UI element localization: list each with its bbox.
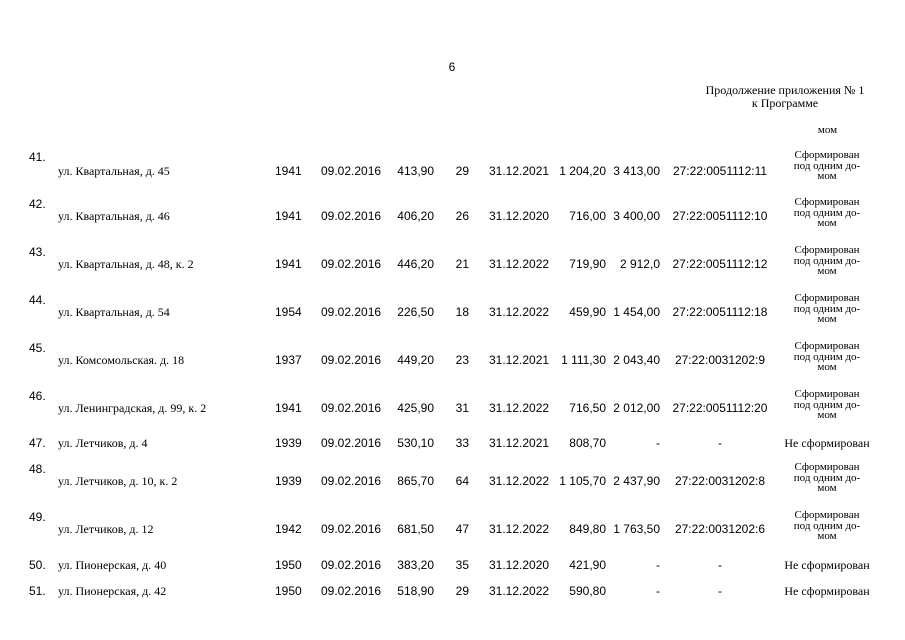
address-cell: ул. Квартальная, д. 48, к. 2 — [58, 257, 194, 271]
address-cell: ул. Пионерская, д. 42 — [58, 584, 167, 598]
status-cell — [778, 558, 876, 572]
count-cell: 35 — [455, 558, 469, 572]
plan-date-cell: 31.12.2022 — [489, 584, 550, 598]
status-cell — [778, 584, 876, 598]
area-cell: 449,20 — [397, 353, 434, 367]
status-line: мом — [817, 361, 837, 373]
row-number: 42. — [29, 197, 46, 211]
date-cell: 09.02.2016 — [321, 305, 382, 319]
date-cell: 09.02.2016 — [321, 436, 382, 450]
value1-cell: 590,80 — [569, 584, 606, 598]
value2-cell: 1 763,50 — [613, 522, 660, 536]
value2-cell: 3 413,00 — [613, 164, 660, 178]
count-cell: 64 — [455, 474, 469, 488]
status-cell — [778, 150, 876, 182]
address-cell: ул. Пионерская, д. 40 — [58, 558, 167, 572]
cadastral-number-cell: 27:22:0031202:6 — [674, 522, 766, 536]
status-line: мом — [817, 530, 837, 542]
value2-cell: 2 012,00 — [613, 401, 660, 415]
status-line: под одним до- — [793, 206, 861, 219]
status-cell — [778, 389, 876, 421]
cadastral-number-cell: 27:22:0031202:9 — [674, 353, 766, 367]
status-line: Сформирован — [794, 340, 860, 352]
area-cell: 530,10 — [397, 436, 434, 450]
row-number: 50. — [29, 558, 46, 572]
area-cell: 383,20 — [397, 558, 434, 572]
status-line: Не сформирован — [784, 584, 870, 598]
value2-cell: 2 437,90 — [613, 474, 660, 488]
value1-cell: 1 204,20 — [559, 164, 606, 178]
cadastral-number-cell: 27:22:0051112:12 — [672, 257, 768, 271]
value2-cell: 1 454,00 — [613, 305, 660, 319]
date-cell: 09.02.2016 — [321, 401, 382, 415]
value1-cell: 1 105,70 — [559, 474, 606, 488]
date-cell: 09.02.2016 — [321, 474, 382, 488]
plan-date-cell: 31.12.2020 — [489, 209, 550, 223]
status-line: под одним до- — [793, 471, 861, 484]
plan-date-cell: 31.12.2021 — [489, 353, 550, 367]
year-cell: 1941 — [275, 164, 302, 178]
date-cell: 09.02.2016 — [321, 257, 382, 271]
status-line: Сформирован — [794, 461, 860, 473]
page-number: 6 — [448, 60, 456, 74]
date-cell: 09.02.2016 — [321, 209, 382, 223]
value2-cell: - — [656, 584, 660, 598]
count-cell: 18 — [455, 305, 469, 319]
status-line: мом — [817, 313, 837, 325]
appendix-header-line1: Продолжение приложения № 1 — [705, 83, 865, 97]
area-cell: 865,70 — [397, 474, 434, 488]
address-cell: ул. Ленинградская, д. 99, к. 2 — [58, 401, 207, 415]
row-number: 48. — [29, 462, 46, 476]
status-line: Сформирован — [794, 196, 860, 208]
status-line: Не сформирован — [784, 436, 870, 450]
count-cell: 26 — [455, 209, 469, 223]
row-number: 45. — [29, 341, 46, 355]
status-cell — [778, 245, 876, 277]
status-line: Сформирован — [794, 244, 860, 256]
status-cell — [778, 462, 876, 494]
value2-cell: 2 043,40 — [613, 353, 660, 367]
year-cell: 1941 — [275, 401, 302, 415]
status-line: под одним до- — [793, 350, 861, 363]
value1-cell: 719,90 — [569, 257, 606, 271]
value1-cell: 849,80 — [569, 522, 606, 536]
cadastral-number-cell: - — [718, 558, 722, 572]
count-cell: 29 — [455, 164, 469, 178]
area-cell: 681,50 — [397, 522, 434, 536]
value2-cell: - — [656, 558, 660, 572]
cadastral-number-cell: 27:22:0031202:8 — [674, 474, 766, 488]
status-line: под одним до- — [793, 254, 861, 267]
year-cell: 1941 — [275, 257, 302, 271]
status-line: мом — [817, 409, 837, 421]
plan-date-cell: 31.12.2022 — [489, 401, 550, 415]
area-cell: 425,90 — [397, 401, 434, 415]
address-cell: ул. Летчиков, д. 10, к. 2 — [58, 474, 178, 488]
status-line: Сформирован — [794, 149, 860, 161]
count-cell: 23 — [455, 353, 469, 367]
status-line: под одним до- — [793, 398, 861, 411]
status-line: под одним до- — [793, 302, 861, 315]
address-cell: ул. Квартальная, д. 54 — [58, 305, 170, 319]
value2-cell: 3 400,00 — [613, 209, 660, 223]
status-line: мом — [817, 170, 837, 182]
area-cell: 518,90 — [397, 584, 434, 598]
status-line: мом — [817, 482, 837, 494]
cadastral-number-cell: 27:22:0051112:10 — [672, 209, 768, 223]
row-number: 49. — [29, 510, 46, 524]
row-number: 47. — [29, 436, 46, 450]
status-line: Не сформирован — [784, 558, 870, 572]
plan-date-cell: 31.12.2022 — [489, 305, 550, 319]
value1-cell: 808,70 — [569, 436, 606, 450]
cadastral-number-cell: - — [718, 436, 722, 450]
year-cell: 1939 — [275, 436, 302, 450]
year-cell: 1950 — [275, 584, 302, 598]
count-cell: 31 — [455, 401, 469, 415]
date-cell: 09.02.2016 — [321, 584, 382, 598]
status-cell — [778, 197, 876, 229]
status-line: мом — [817, 217, 837, 229]
value1-cell: 459,90 — [569, 305, 606, 319]
row-number: 46. — [29, 389, 46, 403]
continued-status-tail: мом — [817, 124, 838, 136]
count-cell: 21 — [455, 257, 469, 271]
value1-cell: 1 111,30 — [561, 353, 606, 367]
area-cell: 406,20 — [397, 209, 434, 223]
status-line: Сформирован — [794, 388, 860, 400]
year-cell: 1939 — [275, 474, 302, 488]
cadastral-number-cell: - — [718, 584, 722, 598]
year-cell: 1954 — [275, 305, 302, 319]
status-cell — [778, 510, 876, 542]
date-cell: 09.02.2016 — [321, 164, 382, 178]
row-number: 41. — [29, 150, 46, 164]
row-number: 51. — [29, 584, 46, 598]
address-cell: ул. Летчиков, д. 12 — [58, 522, 154, 536]
value2-cell: - — [656, 436, 660, 450]
date-cell: 09.02.2016 — [321, 353, 382, 367]
count-cell: 33 — [455, 436, 469, 450]
year-cell: 1937 — [275, 353, 302, 367]
plan-date-cell: 31.12.2022 — [489, 257, 550, 271]
status-cell — [778, 436, 876, 450]
value2-cell: 2 912,0 — [619, 257, 660, 271]
year-cell: 1942 — [275, 522, 302, 536]
year-cell: 1941 — [275, 209, 302, 223]
address-cell: ул. Квартальная, д. 46 — [58, 209, 170, 223]
plan-date-cell: 31.12.2021 — [489, 164, 550, 178]
cadastral-number-cell: 27:22:0051112:20 — [672, 401, 768, 415]
status-line: мом — [817, 265, 837, 277]
value1-cell: 716,50 — [569, 401, 606, 415]
status-line: Сформирован — [794, 509, 860, 521]
row-number: 43. — [29, 245, 46, 259]
plan-date-cell: 31.12.2022 — [489, 474, 550, 488]
plan-date-cell: 31.12.2020 — [489, 558, 550, 572]
area-cell: 226,50 — [397, 305, 434, 319]
appendix-header-line2: к Программе — [751, 96, 819, 110]
address-cell: ул. Комсомольская. д. 18 — [58, 353, 185, 367]
date-cell: 09.02.2016 — [321, 522, 382, 536]
value1-cell: 421,90 — [569, 558, 606, 572]
appendix-header — [690, 84, 880, 110]
value1-cell: 716,00 — [569, 209, 606, 223]
status-cell — [778, 341, 876, 373]
count-cell: 47 — [455, 522, 469, 536]
status-line: Сформирован — [794, 292, 860, 304]
row-number: 44. — [29, 293, 46, 307]
plan-date-cell: 31.12.2021 — [489, 436, 550, 450]
area-cell: 446,20 — [397, 257, 434, 271]
year-cell: 1950 — [275, 558, 302, 572]
area-cell: 413,90 — [397, 164, 434, 178]
date-cell: 09.02.2016 — [321, 558, 382, 572]
status-cell — [778, 293, 876, 325]
address-cell: ул. Летчиков, д. 4 — [58, 436, 148, 450]
cadastral-number-cell: 27:22:0051112:11 — [672, 164, 768, 178]
cadastral-number-cell: 27:22:0051112:18 — [672, 305, 768, 319]
count-cell: 29 — [455, 584, 469, 598]
status-line: под одним до- — [793, 519, 861, 532]
plan-date-cell: 31.12.2022 — [489, 522, 550, 536]
status-line: под одним до- — [793, 159, 861, 172]
address-cell: ул. Квартальная, д. 45 — [58, 164, 170, 178]
